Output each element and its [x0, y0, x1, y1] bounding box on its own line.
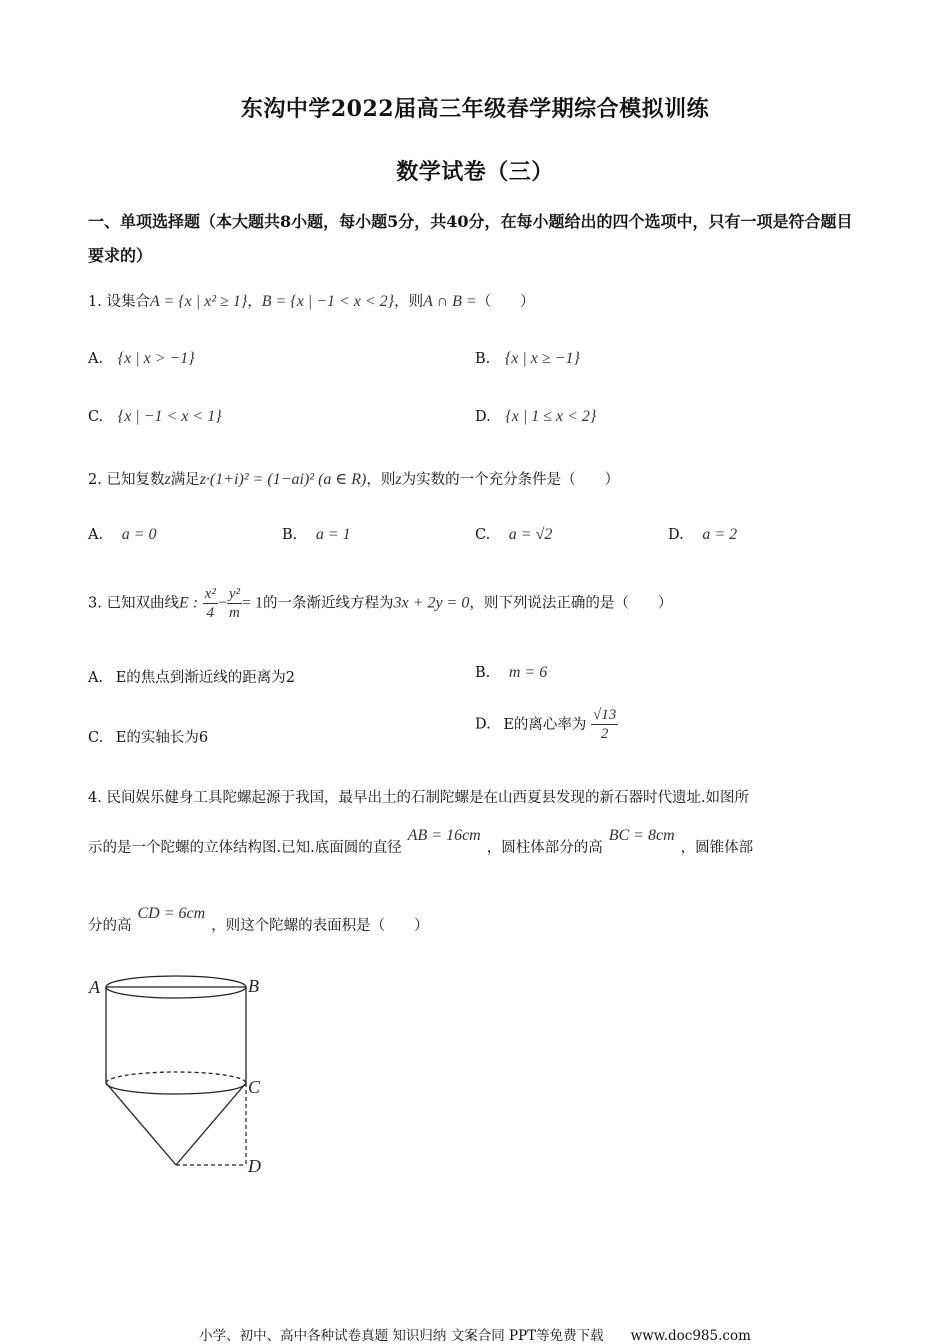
label-c: C	[248, 1077, 261, 1097]
q4-text: ，则这个陀螺的表面积是（ ）	[211, 918, 429, 934]
fraction-denominator: m	[229, 605, 240, 621]
option-text: {x | −1 < x < 1}	[117, 408, 222, 425]
q4-text: 示的是一个陀螺的立体结构图.已知.底面圆的直径	[88, 840, 402, 856]
fraction-denominator: 2	[600, 726, 609, 742]
question-4-line-3	[88, 905, 429, 935]
q2-equation: z·(1+i)² = (1−ai)² (a ∈ R)	[199, 471, 367, 488]
option-label: B.	[282, 527, 298, 543]
option-text: a = 2	[702, 526, 738, 543]
cone-right-edge	[176, 1083, 246, 1165]
question-3	[88, 585, 672, 622]
option-text: a = 0	[121, 526, 157, 543]
cone-left-edge	[106, 1083, 176, 1165]
label-d: D	[248, 1156, 261, 1176]
fraction-numerator: x²	[204, 586, 216, 602]
q4-bc: BC = 8cm	[608, 827, 675, 844]
option-text: a = 1	[315, 526, 351, 543]
footer-text: 小学、初中、高中各种试卷真题 知识归纳 文案合同 PPT等免费下载 www.doc985.com	[199, 1328, 751, 1344]
label-b: B	[248, 976, 259, 996]
q1-sep: ，	[247, 294, 262, 310]
option-label: C.	[475, 527, 491, 543]
question-2	[88, 468, 619, 489]
option-text: E的实轴长为6	[115, 730, 209, 746]
q2-option-c[interactable]	[475, 526, 552, 544]
q3-eq-one: = 1	[242, 594, 264, 612]
option-label: C.	[88, 409, 104, 425]
q3-minus: −	[217, 594, 227, 612]
option-label: A.	[88, 527, 104, 543]
q2-prefix: 2. 已知复数	[88, 472, 165, 488]
option-text: m = 6	[508, 664, 548, 681]
q4-text: ，圆锥体部	[680, 840, 754, 856]
q2-var2: z	[395, 471, 402, 488]
q3-e-label: E :	[178, 594, 199, 612]
q2-option-a[interactable]	[88, 526, 157, 544]
q3-fraction-x	[203, 585, 218, 622]
q4-text: ，圆柱体部分的高	[486, 840, 603, 856]
option-text: {x | x ≥ −1}	[504, 350, 580, 367]
question-4-line-2	[88, 827, 754, 857]
q2-option-b[interactable]	[282, 526, 351, 544]
q1-prefix: 1. 设集合	[88, 294, 150, 310]
fraction-numerator: y²	[228, 586, 241, 602]
q3-option-c[interactable]	[88, 726, 208, 747]
fraction-denominator: 4	[206, 605, 214, 621]
q2-mid1: 满足	[170, 472, 200, 488]
q3-option-d[interactable]	[475, 706, 618, 743]
q3-asymptote: 3x + 2y = 0	[393, 594, 470, 612]
option-label: B.	[475, 351, 491, 367]
question-1	[88, 290, 535, 311]
q1-option-b[interactable]	[475, 350, 580, 368]
q1-suffix: （ ）	[476, 294, 535, 310]
fraction-numerator: √13	[593, 707, 617, 723]
section-heading: 一、单项选择题（本大题共8小题，每小题5分，共40分，在每小题给出的四个选项中，只有一项是符合题目要求的）	[88, 212, 853, 265]
page-title: 东沟中学2022届高三年级春学期综合模拟训练	[240, 96, 710, 122]
q3-fraction-y	[227, 585, 242, 622]
option-label: C.	[88, 730, 104, 746]
q1-expr: A ∩ B =	[423, 293, 477, 310]
page-subtitle: 数学试卷（三）	[396, 159, 554, 185]
q3-option-a[interactable]	[88, 666, 295, 687]
q3-mid: 的一条渐近线方程为	[263, 595, 394, 612]
spinning-top-figure	[85, 965, 285, 1185]
option-text: {x | 1 ≤ x < 2}	[505, 408, 597, 425]
question-4-line-1: 4. 民间娱乐健身工具陀螺起源于我国，最早出土的石制陀螺是在山西夏县发现的新石器时代遗址.如图所	[88, 790, 750, 806]
option-label: B.	[475, 665, 491, 681]
option-label: D.	[475, 409, 491, 425]
q1-mid: ，则	[394, 294, 424, 310]
q4-cd: CD = 6cm	[137, 905, 206, 922]
option-label: D.	[475, 716, 491, 733]
q3-suffix: ，则下列说法正确的是（ ）	[469, 595, 673, 612]
q4-text: 分的高	[88, 918, 132, 934]
q3-eccentricity-fraction	[591, 706, 618, 743]
q1-set-b: B = {x | −1 < x < 2}	[261, 293, 395, 310]
option-label: A.	[88, 670, 104, 686]
q1-set-a: A = {x | x² ≥ 1}	[149, 293, 248, 310]
q2-suffix: 为实数的一个充分条件是（ ）	[401, 472, 620, 488]
q2-mid2: ，则	[366, 472, 396, 488]
base-front-arc	[106, 1083, 246, 1094]
q1-option-d[interactable]	[475, 408, 596, 426]
q3-prefix: 3. 已知双曲线	[88, 595, 179, 612]
option-text: {x | x > −1}	[117, 350, 195, 367]
q2-var: z	[164, 471, 171, 488]
option-text: E的焦点到渐近线的距离为2	[115, 670, 296, 686]
option-text: E的离心率为	[503, 716, 587, 733]
q4-ab: AB = 16cm	[407, 827, 481, 844]
option-label: D.	[668, 527, 684, 543]
q2-option-d[interactable]	[668, 526, 737, 544]
base-back-arc	[106, 1072, 246, 1083]
q1-option-a[interactable]	[88, 350, 195, 368]
option-text: a = √2	[508, 526, 553, 543]
option-label: A.	[88, 351, 104, 367]
q3-option-b[interactable]	[475, 664, 547, 682]
q1-option-c[interactable]	[88, 408, 222, 426]
label-a: A	[89, 977, 100, 997]
